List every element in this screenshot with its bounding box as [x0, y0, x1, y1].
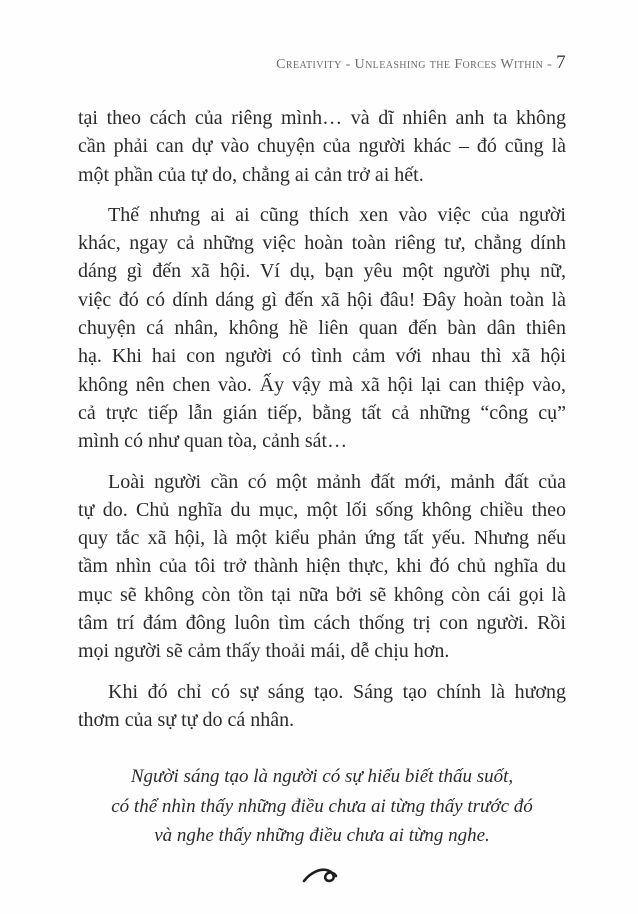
running-title: Creativity - Unleashing the Forces Within: [276, 57, 544, 72]
text-line: mọi người sẽ cảm thấy thoải mái, dễ chịu hơn.: [78, 640, 450, 663]
fleuron-icon: [302, 864, 342, 881]
page-number: 7: [556, 52, 566, 73]
section-break: [78, 864, 566, 888]
text-line: Khi đó chỉ có sự sáng tạo. Sáng tạo chính là hương: [108, 680, 566, 703]
text-line: không nên chen vào. Ấy vậy mà xã hội lại can thiệp vào,: [78, 373, 566, 396]
paragraph: [78, 468, 566, 666]
text-line: tầm nhìn của tôi trở thành hiện thực, khi đó chủ nghĩa du: [78, 555, 566, 578]
text-line: chuyện cá nhân, không hề liên quan đến bàn dân thiên: [78, 317, 566, 340]
text-line: Loài người cần có một mảnh đất mới, mảnh đất của: [108, 470, 566, 493]
text-line: tại theo cách của riêng mình… và dĩ nhiên anh ta không: [78, 107, 566, 129]
text-line: tâm trí đám đông luôn tìm cách thống trị con người. Rồi: [78, 612, 566, 635]
paragraph: [78, 201, 566, 456]
text-line: cần phải can dự vào chuyện của người khác – đó cũng là: [78, 135, 566, 158]
text-line: khác, ngay cả những việc hoàn toàn riêng tư, chẳng dính: [78, 232, 566, 255]
text-line: việc đó có dính dáng gì đến xã hội đâu! Đây hoàn toàn là: [78, 288, 566, 311]
header-separator: -: [543, 57, 557, 72]
paragraph: [78, 104, 566, 189]
text-line: quy tắc xã hội, là một kiểu phản ứng tất yếu. Nhưng nếu: [78, 527, 566, 550]
running-head: [78, 54, 566, 74]
text-line: dáng gì đến xã hội. Ví dụ, bạn yêu một người phụ nữ,: [78, 260, 566, 283]
text-line: một phần của tự do, chẳng ai cản trở ai hết.: [78, 163, 424, 186]
quote-line: Người sáng tạo là người có sự hiểu biết thấu suốt,: [130, 766, 514, 788]
paragraph: [78, 678, 566, 735]
text-line: thơm của sự tự do cá nhân.: [78, 708, 295, 731]
text-line: mục sẽ không còn tồn tại nữa bởi sẽ không còn cái gọi là: [78, 583, 566, 606]
text-line: cả trực tiếp lẫn gián tiếp, bằng tất cả những “công cụ”: [78, 401, 566, 424]
text-line: hạ. Khi hai con người có tình cảm với nhau thì xã hội: [78, 345, 566, 368]
quote-block: [78, 762, 566, 851]
text-line: mình có như quan tòa, cảnh sát…: [78, 430, 348, 453]
quote-line: và nghe thấy những điều chưa ai từng nghe.: [154, 825, 490, 847]
quote-line: có thể nhìn thấy những điều chưa ai từng thấy trước đó: [111, 795, 533, 817]
text-line: Thế nhưng ai ai cũng thích xen vào việc của người: [108, 203, 566, 226]
text-line: tự do. Chủ nghĩa du mục, một lối sống không chiều theo: [78, 498, 566, 521]
body-text: [78, 104, 566, 734]
